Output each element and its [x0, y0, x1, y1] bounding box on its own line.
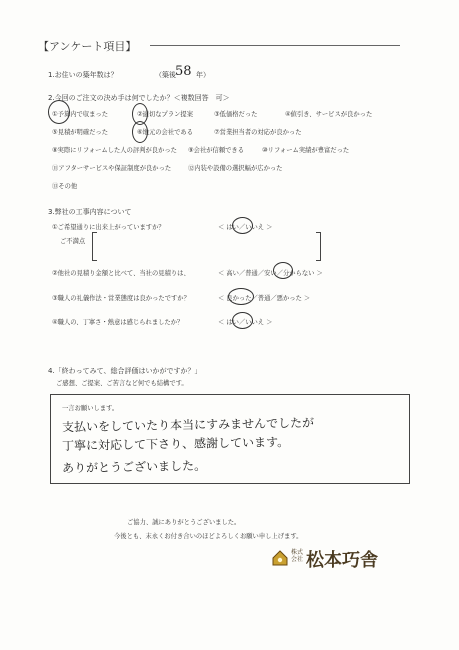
- logo-company-type: 株式会社: [291, 549, 304, 563]
- complaint-box-right-bracket: [316, 232, 321, 261]
- handwriting-line-3: ありがとうございました。: [61, 458, 207, 476]
- q2-option-4: ④値引き、サービスが良かった: [285, 111, 373, 118]
- q2-option-5: ⑤見積が明確だった: [52, 129, 109, 136]
- handwriting-line-2: 丁寧に対応して下さり、感謝しています。: [61, 435, 290, 453]
- q2-option-8: ⑧実際にリフォームした人の評判が良かった: [52, 147, 177, 154]
- q1-suffix: 年）: [196, 71, 210, 79]
- closing-line-1: ご協力、誠にありがとうございました。: [127, 519, 241, 526]
- q2-label: 2.今回のご注文の決め手は何でしたか？＜複数回答 可＞: [48, 94, 230, 102]
- q3c-answer-circle: [228, 288, 254, 305]
- q3c-label: ③職人の礼儀作法・営業態度は良かったですか？: [52, 295, 190, 302]
- q2-option-3: ③低価格だった: [214, 111, 258, 118]
- q2-option-9: ⑨会社が信頼できる: [188, 147, 245, 154]
- q3-label: 3.弊社の工事内容について: [48, 208, 132, 216]
- page-title: 【アンケート項目】: [38, 40, 137, 53]
- complaint-box-left-bracket: [92, 232, 97, 261]
- q2-option-12: ⑫内装や設備の選択幅が広かった: [188, 165, 283, 172]
- q3b-label: ②他社の見積り金額と比べて、当社の見積りは、: [52, 270, 190, 277]
- selection-circle-option-1: [48, 100, 70, 124]
- q2-option-13: ⑬その他: [52, 183, 78, 190]
- q4-label: 4.「終わってみて、総合評価はいかがですか？」: [48, 367, 202, 375]
- q3-complaint-label: ご不満点: [60, 238, 86, 245]
- q3d-label: ④職人の、丁寧さ・熱意は感じられましたか？: [52, 319, 184, 326]
- logo-company-name: 松本巧舎: [306, 550, 378, 571]
- q2-option-11: ⑪アフターサービスや保証制度が良かった: [52, 165, 172, 172]
- q3a-choices: ＜ はい／いいえ ＞: [218, 224, 273, 231]
- q3b-choices: ＜ 高い／普通／安い／分からない ＞: [218, 270, 323, 277]
- q1-prefix: （築後: [155, 71, 176, 79]
- selection-circle-option-6: [132, 121, 148, 143]
- q3a-label: ①ご希望通りに出来上がっていますか？: [52, 224, 165, 231]
- q3d-choices: ＜ はい／いいえ ＞: [218, 319, 273, 326]
- q2-option-6: ⑥地元の会社である: [137, 129, 194, 136]
- q3b-answer-circle: [273, 262, 293, 279]
- title-divider: [150, 45, 400, 46]
- q2-option-2: ②適切なプラン提案: [137, 111, 194, 118]
- q2-option-7: ⑦営業担当者の対応が良かった: [214, 129, 302, 136]
- q2-option-10: ⑩リフォーム実績が豊富だった: [262, 147, 350, 154]
- q3d-answer-circle: [232, 312, 253, 329]
- q1-years-value: 58: [175, 64, 192, 79]
- q3c-choices: ＜ 良かった／普通／悪かった ＞: [218, 295, 311, 302]
- comment-box-title: 一言お願いします。: [62, 405, 119, 412]
- q3a-answer-circle: [232, 217, 253, 234]
- q4-sub: ご感想、ご提案、ご苦言など何でも結構です。: [56, 380, 188, 387]
- house-logo-icon: [272, 550, 288, 566]
- q1-label: 1.お住いの築年数は？: [48, 71, 118, 79]
- q2-option-1: ①予算内で収まった: [52, 111, 109, 118]
- closing-line-2: 今後とも、末永くお付き合いのほどよろしくお願い申し上げます。: [114, 533, 303, 540]
- handwriting-line-1: 支払いをしていたり本当にすみませんでしたが: [61, 415, 315, 435]
